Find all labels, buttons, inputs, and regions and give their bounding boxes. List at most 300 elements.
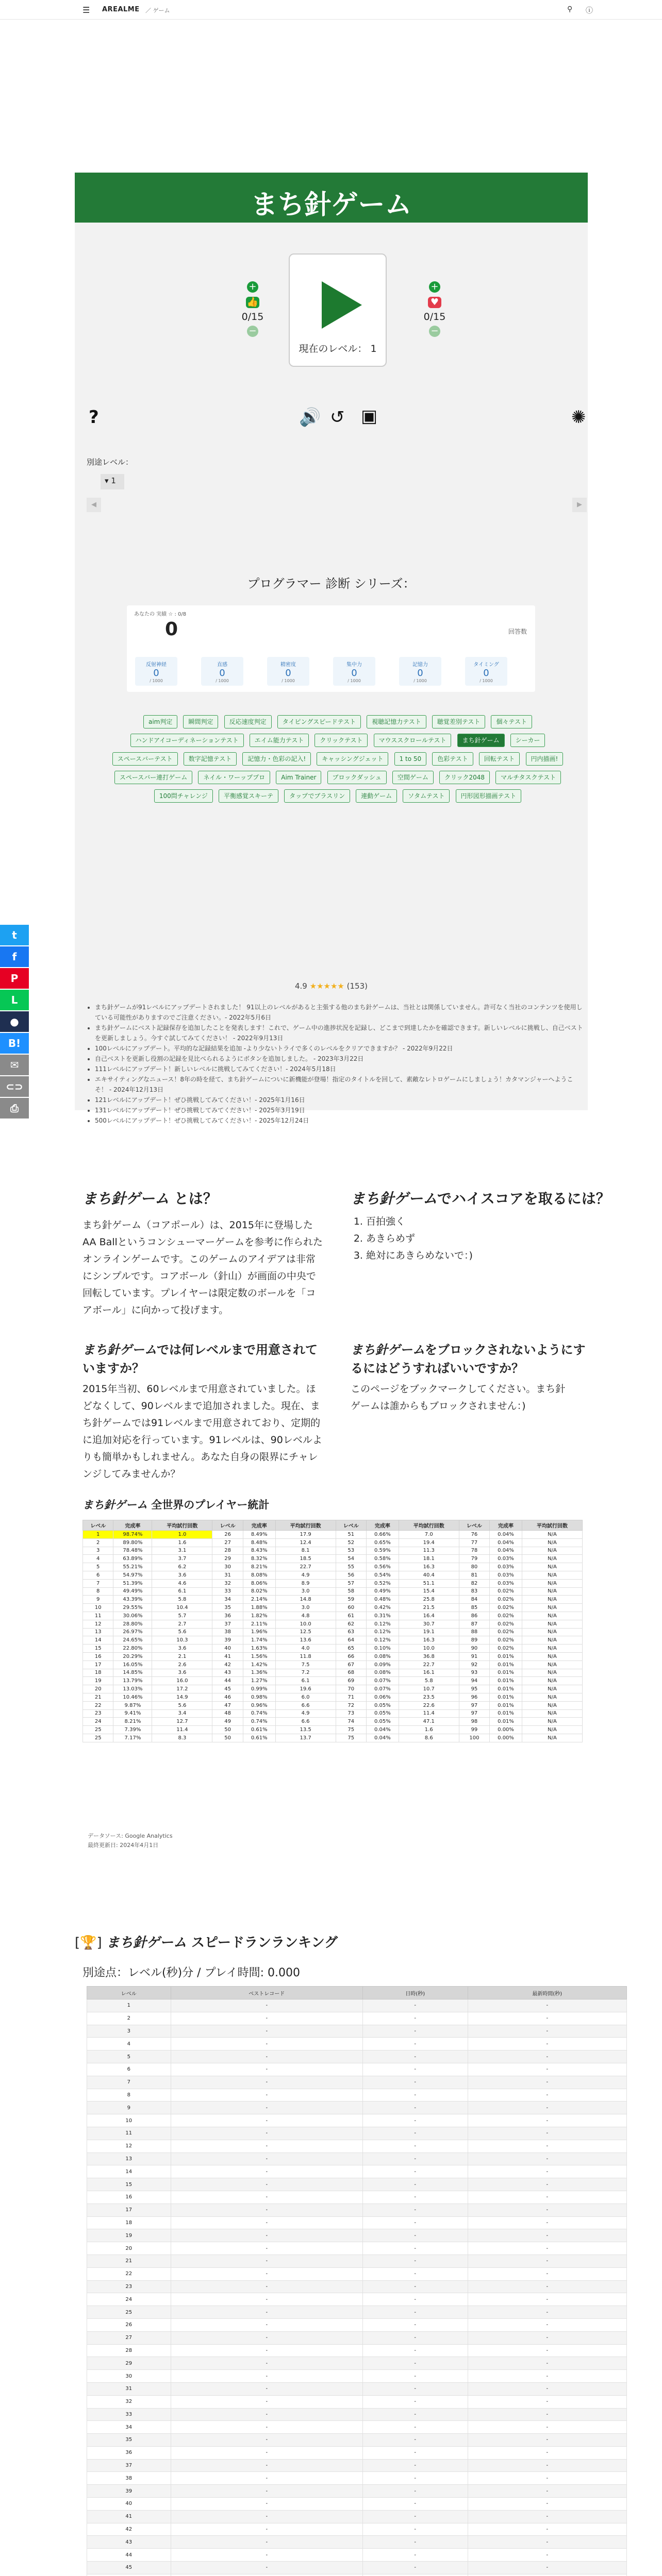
table-row	[87, 2408, 627, 2421]
stats-cell: 16.3	[399, 1636, 459, 1645]
restart-icon[interactable]: ↺	[330, 407, 345, 428]
twitter-icon[interactable]: t	[0, 925, 29, 945]
stats-cell: 5.6	[152, 1701, 212, 1709]
table-row	[87, 2165, 627, 2178]
level-select-value: 1	[111, 476, 116, 485]
stats-cell: 0.12%	[366, 1620, 399, 1628]
link-icon[interactable]: ⊂⊃	[0, 1076, 29, 1097]
table-row	[83, 1555, 583, 1563]
table-row	[83, 1538, 583, 1547]
rank-cell: -	[362, 2153, 468, 2165]
stats-cell: 44	[212, 1677, 243, 1685]
table-row	[83, 1587, 583, 1596]
stat-box[interactable]	[135, 657, 177, 686]
stats-cell: 8.08%	[243, 1571, 275, 1579]
table-row	[87, 2076, 627, 2089]
print-icon[interactable]: ⎙	[0, 1098, 29, 1118]
stats-cell: 29	[212, 1555, 243, 1563]
stats-cell: 24.65%	[113, 1636, 152, 1645]
rank-level: 7	[87, 2076, 171, 2089]
rank-cell: -	[468, 2562, 626, 2574]
star-icons[interactable]: ★★★★★	[309, 981, 344, 991]
stats-cell: 15.4	[399, 1587, 459, 1596]
stats-cell: 0.01%	[490, 1652, 522, 1660]
table-row	[87, 2485, 627, 2498]
stats-cell: 56	[336, 1571, 366, 1579]
stats-cell: N/A	[522, 1604, 582, 1612]
table-row	[83, 1628, 583, 1636]
pinterest-icon[interactable]: P	[0, 968, 29, 989]
stats-cell: 89.80%	[113, 1538, 152, 1547]
test-tag[interactable]: ハンドアイコーディネーションテスト	[130, 734, 244, 747]
rank-cell: -	[171, 2025, 362, 2038]
stats-cell: 37	[212, 1620, 243, 1628]
stats-cell: 0.54%	[366, 1571, 399, 1579]
hamburger-icon[interactable]: ☰	[82, 5, 90, 15]
rank-cell: -	[171, 2255, 362, 2267]
plus-icon[interactable]: +	[247, 281, 258, 293]
test-tag[interactable]: 記憶力・色彩の記入!	[242, 752, 311, 766]
stats-cell: 5.8	[399, 1677, 459, 1685]
stats-cell: 2.1	[152, 1652, 212, 1660]
test-tag[interactable]: ネイル・ワーッププロ	[198, 771, 270, 784]
rank-cell: -	[362, 2370, 468, 2383]
rank-cell: -	[171, 2063, 362, 2076]
rank-cell: -	[468, 2178, 626, 2191]
test-tag[interactable]: エイム能力テスト	[250, 734, 309, 747]
rank-cell	[362, 2574, 468, 2576]
test-tag[interactable]: 円内描画!	[526, 752, 564, 766]
rank-level: 2	[87, 2012, 171, 2025]
table-row	[87, 2574, 627, 2576]
sound-icon[interactable]: 🔊	[299, 407, 321, 428]
test-tag[interactable]: マルチタスクテスト	[495, 771, 561, 784]
next-arrow-icon[interactable]: ▶	[572, 498, 587, 512]
minus-icon[interactable]: −	[429, 326, 440, 337]
table-row	[83, 1693, 583, 1701]
test-tag[interactable]: マウススクロールテスト	[374, 734, 452, 747]
right-count: 0/15	[423, 311, 446, 323]
stats-cell: 24	[83, 1718, 113, 1726]
stats-cell: 15	[83, 1645, 113, 1653]
test-tag[interactable]: まち針ゲーム	[457, 734, 505, 747]
stats-cell: 4.0	[275, 1645, 336, 1653]
stats-cell: 3.6	[152, 1645, 212, 1653]
rank-level: 42	[87, 2523, 171, 2536]
rank-cell: -	[171, 2318, 362, 2331]
minus-icon[interactable]: −	[247, 326, 258, 337]
comment-icon[interactable]: ▣	[361, 406, 378, 427]
left-count: 0/15	[241, 311, 264, 323]
stats-cell: 1.6	[152, 1538, 212, 1547]
table-row	[83, 1701, 583, 1709]
table-row	[83, 1547, 583, 1555]
stats-cell: 0.02%	[490, 1620, 522, 1628]
test-tag[interactable]: aim判定	[143, 715, 177, 728]
stats-cell: 10.0	[399, 1645, 459, 1653]
rank-cell: -	[362, 2498, 468, 2511]
stat-label: 記憶力	[412, 662, 428, 668]
table-row	[87, 2382, 627, 2395]
rank-cell: -	[171, 2165, 362, 2178]
level-select[interactable]: ▾ 1	[101, 474, 124, 489]
stats-cell: 0.56%	[366, 1563, 399, 1571]
heart-icon[interactable]: ♥	[428, 297, 441, 308]
stats-cell: 0.31%	[366, 1612, 399, 1620]
stats-cell: N/A	[522, 1620, 582, 1628]
rank-cell: -	[362, 2472, 468, 2485]
stats-cell: 97	[459, 1709, 489, 1718]
rank-cell: -	[171, 2357, 362, 2370]
test-tag[interactable]: 連動ゲーム	[356, 789, 397, 803]
rank-cell: -	[362, 2242, 468, 2255]
rank-cell: -	[362, 2204, 468, 2216]
stats-cell: 50	[212, 1726, 243, 1734]
stats-cell: 1	[83, 1531, 113, 1539]
rank-cell: -	[171, 2510, 362, 2523]
trophy-icon: [🏆]	[75, 1935, 102, 1951]
stats-cell: 0.08%	[366, 1669, 399, 1677]
stats-cell: 17	[83, 1660, 113, 1669]
rank-cell: -	[362, 2306, 468, 2319]
current-level: 現在のレベル： 1	[299, 343, 377, 354]
rank-level: 1	[87, 1999, 171, 2012]
test-tag[interactable]: ソタムテスト	[403, 789, 450, 803]
stats-cell: 9.87%	[113, 1701, 152, 1709]
stats-cell: 0.01%	[490, 1660, 522, 1669]
prev-arrow-icon[interactable]: ◀	[87, 498, 101, 512]
table-row	[87, 2421, 627, 2434]
stat-box[interactable]	[267, 657, 309, 686]
rank-cell: -	[171, 2446, 362, 2459]
stat-box[interactable]	[465, 657, 507, 686]
rank-level: 30	[87, 2370, 171, 2383]
stat-value: 0	[351, 668, 357, 679]
test-tag[interactable]: クリックテスト	[315, 734, 368, 747]
stats-cell: 8.6	[399, 1734, 459, 1742]
faq-q4: まち針ゲームをブロックされないようにするにはどうすればいいですか？	[351, 1343, 586, 1376]
series-card[interactable]	[127, 605, 535, 692]
rank-cell: -	[362, 2523, 468, 2536]
stats-cell: 14	[83, 1636, 113, 1645]
stats-cell: 63	[336, 1628, 366, 1636]
stats-cell: 0.01%	[490, 1709, 522, 1718]
test-tag[interactable]: シーカー	[510, 734, 545, 747]
stats-table	[82, 1520, 583, 1742]
test-tag[interactable]: 空間ゲーム	[392, 771, 434, 784]
table-row	[83, 1718, 583, 1726]
stats-cell: 12.4	[275, 1538, 336, 1547]
stats-cell: 97	[459, 1701, 489, 1709]
stats-cell: 98.74%	[113, 1531, 152, 1539]
stats-cell: 0.02%	[490, 1645, 522, 1653]
stats-cell: 71	[336, 1693, 366, 1701]
table-row	[87, 2191, 627, 2204]
stats-cell: 0.59%	[366, 1547, 399, 1555]
rank-level: 45	[87, 2562, 171, 2574]
stat-value: 0	[483, 668, 489, 679]
breadcrumb[interactable]: ／ ゲーム	[145, 7, 170, 14]
rank-cell: -	[362, 2357, 468, 2370]
test-tag[interactable]: タイピングスピードテスト	[277, 715, 361, 728]
stat-box[interactable]	[333, 657, 375, 686]
test-tag[interactable]: スペースバーテスト	[112, 752, 178, 766]
stats-cell: 0.61%	[243, 1734, 275, 1742]
test-tag[interactable]: 数字記憶テスト	[184, 752, 237, 766]
stats-cell: 5	[83, 1563, 113, 1571]
rank-level: 16	[87, 2191, 171, 2204]
rank-cell: -	[468, 2549, 626, 2562]
stats-cell: 32	[212, 1579, 243, 1587]
stats-cell: 69	[336, 1677, 366, 1685]
stats-cell: 1.82%	[243, 1612, 275, 1620]
rank-level: 12	[87, 2140, 171, 2153]
rank-cell: -	[171, 2076, 362, 2089]
test-tag[interactable]: 100問チャレンジ	[154, 789, 213, 803]
stats-cell: 7.2	[275, 1669, 336, 1677]
rank-header: 最新時間(秒)	[468, 1987, 626, 1999]
table-row	[87, 2204, 627, 2216]
rank-cell: -	[171, 2191, 362, 2204]
test-tag[interactable]: 回転テスト	[479, 752, 520, 766]
rank-level: 37	[87, 2459, 171, 2472]
stats-cell: 19.1	[399, 1628, 459, 1636]
table-row	[83, 1660, 583, 1669]
rank-cell: -	[468, 2089, 626, 2102]
stat-value: 0	[285, 668, 291, 679]
stats-cell: N/A	[522, 1701, 582, 1709]
rank-cell: -	[362, 2063, 468, 2076]
table-row	[83, 1620, 583, 1628]
stats-cell: 25	[83, 1726, 113, 1734]
table-row	[87, 2562, 627, 2574]
stats-cell: 36	[212, 1612, 243, 1620]
test-tag[interactable]: 反応速度判定	[224, 715, 272, 728]
stats-cell: 16.1	[399, 1669, 459, 1677]
top-navbar	[0, 0, 662, 20]
test-tag[interactable]: 聴覚差別テスト	[432, 715, 486, 728]
rank-cell: -	[362, 2382, 468, 2395]
stats-cell: 3.6	[152, 1571, 212, 1579]
stats-cell: 1.36%	[243, 1669, 275, 1677]
line-icon[interactable]: L	[0, 990, 29, 1010]
pocket-icon[interactable]: ●	[0, 1011, 29, 1032]
help-button[interactable]: ?	[89, 407, 99, 428]
test-tag[interactable]: クリック2048	[439, 771, 490, 784]
rank-cell: -	[171, 2549, 362, 2562]
rank-level: 23	[87, 2280, 171, 2293]
rank-level: 38	[87, 2472, 171, 2485]
stats-cell: 16.05%	[113, 1660, 152, 1669]
news-item: • まち針ゲームが91レベルにアップデートされました！ 91以上のレベルがあると主張する他のまち針ゲームは、当社とは関係していません。許可なく当社のコンテンツを使用している可能性がありますのでご注意ください。- 2022年5月6日	[95, 1002, 584, 1023]
rank-level: 28	[87, 2344, 171, 2357]
stats-cell: 3.7	[152, 1555, 212, 1563]
series-title: プログラマー 診断 シリーズ：	[247, 577, 416, 591]
stats-cell: 21	[83, 1693, 113, 1701]
table-row	[87, 2293, 627, 2306]
rank-cell: -	[362, 2408, 468, 2421]
test-tag[interactable]: ブロックダッシュ	[327, 771, 387, 784]
stats-cell: 30.06%	[113, 1612, 152, 1620]
stat-box[interactable]	[201, 657, 243, 686]
table-row	[87, 2127, 627, 2140]
rank-cell: -	[171, 1999, 362, 2012]
stats-cell: N/A	[522, 1677, 582, 1685]
test-tag[interactable]: 色彩テスト	[432, 752, 473, 766]
table-row	[87, 2536, 627, 2549]
rank-cell: -	[362, 2280, 468, 2293]
table-row	[83, 1636, 583, 1645]
stats-cell: 70	[336, 1685, 366, 1693]
thumb-up-icon[interactable]: 👍	[246, 297, 259, 308]
test-tag[interactable]: キャッシングジェット	[317, 752, 388, 766]
stats-cell: 0.03%	[490, 1563, 522, 1571]
rank-cell: -	[468, 2344, 626, 2357]
stat-value: 0	[219, 668, 225, 679]
rank-level: 35	[87, 2434, 171, 2447]
stats-cell: N/A	[522, 1555, 582, 1563]
stats-cell: 61	[336, 1612, 366, 1620]
stats-cell: 26	[212, 1531, 243, 1539]
stats-cell: 7.0	[399, 1531, 459, 1539]
stats-cell: 0.00%	[490, 1726, 522, 1734]
rank-cell: -	[171, 2395, 362, 2408]
stats-cell: 16.4	[399, 1612, 459, 1620]
rank-cell: -	[171, 2216, 362, 2229]
table-row	[87, 2102, 627, 2114]
rank-cell: -	[468, 2229, 626, 2242]
rank-level	[87, 2574, 171, 2576]
stats-cell: N/A	[522, 1709, 582, 1718]
stats-cell: 0.05%	[366, 1701, 399, 1709]
rating-count: (153)	[346, 981, 368, 991]
rank-cell: -	[468, 2459, 626, 2472]
rank-cell: -	[362, 2140, 468, 2153]
stats-cell: 54.97%	[113, 1571, 152, 1579]
rank-cell: -	[468, 2472, 626, 2485]
stats-cell: N/A	[522, 1587, 582, 1596]
plus-icon[interactable]: +	[429, 281, 440, 293]
stats-header: 平均試行回数	[522, 1520, 582, 1531]
stats-cell: 8.48%	[243, 1538, 275, 1547]
rank-cell: -	[171, 2459, 362, 2472]
stats-cell: 5.7	[152, 1612, 212, 1620]
stats-cell: 17.9	[275, 1531, 336, 1539]
rank-cell: -	[468, 2012, 626, 2025]
stats-cell: N/A	[522, 1596, 582, 1604]
stats-cell: 10.3	[152, 1636, 212, 1645]
stats-cell: 27	[212, 1538, 243, 1547]
test-tag[interactable]: 瞬間判定	[183, 715, 218, 728]
stats-cell: 11.4	[152, 1726, 212, 1734]
rank-cell: -	[468, 2255, 626, 2267]
mail-icon[interactable]: ✉	[0, 1055, 29, 1075]
rank-cell: -	[362, 2076, 468, 2089]
stats-cell: 2.14%	[243, 1596, 275, 1604]
rank-cell: -	[171, 2050, 362, 2063]
stats-cell: 8.21%	[113, 1718, 152, 1726]
card-score: 0	[165, 619, 178, 640]
test-tag[interactable]: スペースバー連打ゲーム	[114, 771, 192, 784]
rank-cell: -	[468, 2140, 626, 2153]
table-row	[83, 1685, 583, 1693]
rank-cell: -	[362, 2318, 468, 2331]
stats-cell: 0.08%	[366, 1652, 399, 1660]
news-item: • 自己ベストを更新し役割の記録を見比べられるようにボタンを追加しました。 - 2023年3月22日	[95, 1054, 584, 1064]
rank-cell: -	[468, 2382, 626, 2395]
search-icon[interactable]: ⚲	[567, 5, 573, 13]
stats-cell: N/A	[522, 1538, 582, 1547]
stats-cell: 1.0	[152, 1531, 212, 1539]
stats-cell: 58	[336, 1587, 366, 1596]
test-tag[interactable]: 円形図形描画テスト	[456, 789, 522, 803]
rank-cell: -	[362, 2562, 468, 2574]
stats-cell: 5.6	[152, 1628, 212, 1636]
stats-cell: 45	[212, 1685, 243, 1693]
news-item: • まち針ゲームにベスト記録保存を追加したことを発表します！これで、ゲーム中の進捗状況を記録し、どこまで到達したかを確認できます。新しいレベルに挑戦し、自己ベストを更新しましょう。今すぐ試してみてください！ - 2022年9月13日	[95, 1023, 584, 1043]
test-tag[interactable]: 個々テスト	[491, 715, 532, 728]
test-tag[interactable]: 1 to 50	[394, 752, 427, 766]
rank-cell: -	[362, 2178, 468, 2191]
game-title-banner	[75, 173, 588, 223]
rank-header-row	[87, 1987, 627, 1999]
table-row	[83, 1571, 583, 1579]
stats-cell: 22.7	[275, 1563, 336, 1571]
info-icon[interactable]: ⓘ	[586, 7, 593, 15]
rank-cell: -	[171, 2370, 362, 2383]
stats-cell: 1.27%	[243, 1677, 275, 1685]
test-tag[interactable]: 視聴記憶力テスト	[367, 715, 426, 728]
stats-cell: 50	[212, 1734, 243, 1742]
stats-cell: 30.7	[399, 1620, 459, 1628]
facebook-icon[interactable]: f	[0, 946, 29, 967]
stats-cell: 6.6	[275, 1718, 336, 1726]
rank-cell: -	[171, 2280, 362, 2293]
stats-cell: 42	[212, 1660, 243, 1669]
stats-cell: 80	[459, 1563, 489, 1571]
settings-icon[interactable]: ✺	[571, 407, 586, 428]
stats-cell: 0.61%	[243, 1726, 275, 1734]
test-tag[interactable]: Aim Trainer	[276, 771, 321, 784]
test-tags	[98, 712, 577, 805]
rank-cell: -	[468, 2510, 626, 2523]
stats-header: レベル	[83, 1520, 113, 1531]
stat-box[interactable]	[399, 657, 441, 686]
play-button[interactable]	[289, 253, 387, 367]
rank-cell: -	[468, 2434, 626, 2447]
stats-cell: 55.21%	[113, 1563, 152, 1571]
rank-cell: -	[171, 2293, 362, 2306]
stats-cell: N/A	[522, 1718, 582, 1726]
rank-cell: -	[362, 2293, 468, 2306]
site-logo[interactable]: AREALME	[102, 6, 140, 13]
stats-header: レベル	[336, 1520, 366, 1531]
stats-cell: 91	[459, 1652, 489, 1660]
news-item: • 121レベルにアップデート！ぜひ挑戦してみてください！- 2025年1月16日	[95, 1095, 584, 1105]
table-row	[87, 2089, 627, 2102]
stats-cell: 6.2	[152, 1563, 212, 1571]
test-tag[interactable]: 平衡感覚スキーテ	[219, 789, 278, 803]
test-tag[interactable]: タップでブラスリン	[284, 789, 350, 803]
faq-a4: このページをブックマークしてください。まち針ゲームは誰からもブロックされません：)	[351, 1383, 566, 1412]
right-counter	[417, 281, 453, 337]
rank-level: 24	[87, 2293, 171, 2306]
hatena-icon[interactable]: B!	[0, 1033, 29, 1054]
rank-level: 5	[87, 2050, 171, 2063]
stats-cell: 0.02%	[490, 1596, 522, 1604]
rank-level: 27	[87, 2331, 171, 2344]
stats-footnote: データソース: Google Analytics 最終更新日: 2024年4月1日	[88, 1833, 173, 1849]
